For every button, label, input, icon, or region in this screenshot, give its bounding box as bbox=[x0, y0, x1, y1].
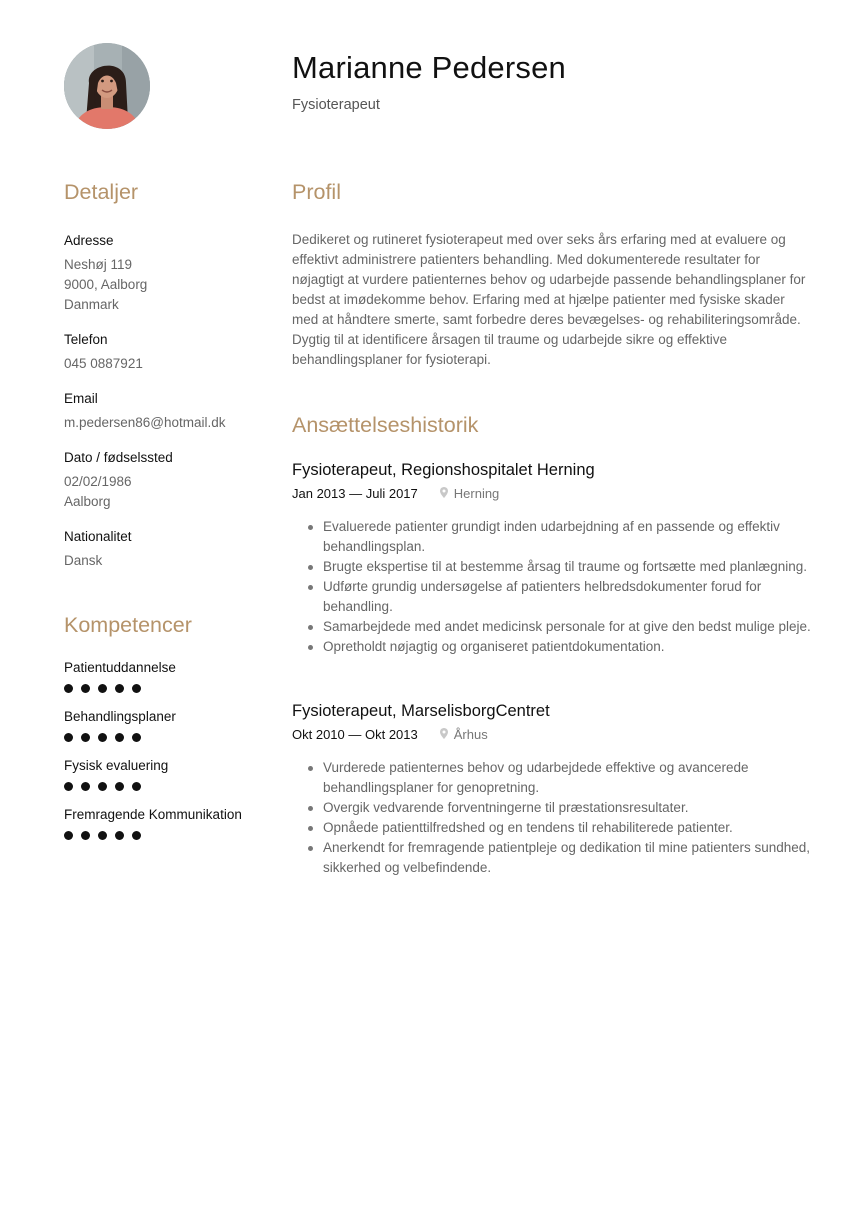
right-column bbox=[292, 180, 812, 878]
nationality-value: Dansk bbox=[64, 553, 103, 568]
job-title: Fysioterapeut, Regionshospitalet Herning bbox=[292, 461, 595, 479]
address-line-3: Danmark bbox=[64, 297, 119, 312]
address-block bbox=[64, 231, 264, 315]
address-line-2: 9000, Aalborg bbox=[64, 277, 148, 292]
skill-level bbox=[64, 733, 264, 742]
skill-name: Fremragende Kommunikation bbox=[64, 807, 242, 822]
skill-dot-filled bbox=[98, 782, 107, 791]
skill-dot-filled bbox=[81, 684, 90, 693]
job-entry bbox=[292, 700, 812, 878]
job-entry bbox=[292, 459, 812, 657]
skill-dot-filled bbox=[98, 831, 107, 840]
job-dates: Jan 2013 — Juli 2017 bbox=[292, 486, 418, 501]
job-location: Herning bbox=[453, 486, 500, 501]
skills-heading: Kompetencer bbox=[64, 613, 192, 637]
skill-dot-filled bbox=[132, 733, 141, 742]
list-item: Opretholdt nøjagtig og organiseret patientdokumentation. bbox=[323, 637, 812, 657]
avatar bbox=[64, 43, 150, 129]
phone-value: 045 0887921 bbox=[64, 356, 143, 371]
list-item: Evaluerede patienter grundigt inden udarbejdning af en passende og effektiv behandlingsplan. bbox=[323, 517, 812, 557]
skill-dot-filled bbox=[64, 782, 73, 791]
skill-dot-filled bbox=[115, 831, 124, 840]
skill-level bbox=[64, 831, 264, 840]
map-pin-icon bbox=[440, 726, 448, 744]
skill-dot-filled bbox=[81, 831, 90, 840]
list-item: Samarbejdede med andet medicinsk personale for at give den bedst mulige pleje. bbox=[323, 617, 812, 637]
job-meta bbox=[292, 485, 812, 503]
skill-dot-filled bbox=[81, 782, 90, 791]
phone-label: Telefon bbox=[64, 332, 108, 347]
candidate-name: Marianne Pedersen bbox=[292, 50, 566, 85]
skill-dot-filled bbox=[115, 782, 124, 791]
nationality-label: Nationalitet bbox=[64, 529, 132, 544]
skill-dot-filled bbox=[132, 782, 141, 791]
skill-dot-filled bbox=[115, 733, 124, 742]
skill-dot-filled bbox=[81, 733, 90, 742]
skill-item bbox=[64, 805, 264, 840]
skill-name: Patientuddannelse bbox=[64, 660, 176, 675]
address-line-1: Neshøj 119 bbox=[64, 257, 133, 272]
address-label: Adresse bbox=[64, 233, 114, 248]
left-column bbox=[64, 180, 264, 840]
phone-block bbox=[64, 330, 264, 374]
job-title: Fysioterapeut, MarselisborgCentret bbox=[292, 702, 550, 720]
job-dates: Okt 2010 — Okt 2013 bbox=[292, 727, 418, 742]
skill-item bbox=[64, 707, 264, 742]
list-item: Opnåede patienttilfredshed og en tendens til rehabiliterede patienter. bbox=[323, 818, 812, 838]
skill-name: Fysisk evaluering bbox=[64, 758, 169, 773]
skill-name: Behandlingsplaner bbox=[64, 709, 176, 724]
profile-text: Dedikeret og rutineret fysioterapeut med over seks års erfaring med at evaluere og effektivt administrere patienters behandling. Med dokumenterede resultater for nøjagtigt at vurdere patienternes behov og udarbejde passende behandlingsplaner for bedst at imødekomme behov. Erfaring med at hjælpe patienter med fysiske skader med at håndtere smerte, samt forbedre deres bevægelses- og rehabiliteringsområde. Dygtig til at identificere årsagen til traume og udarbejde sikre og effektive behandlingsplaner for fysioterapi. bbox=[292, 232, 806, 367]
skills-list bbox=[64, 658, 264, 840]
list-item: Overgik vedvarende forventningerne til præstationsresultater. bbox=[323, 798, 812, 818]
skill-dot-filled bbox=[64, 733, 73, 742]
job-location: Århus bbox=[453, 727, 488, 742]
email-value[interactable]: m.pedersen86@hotmail.dk bbox=[64, 415, 226, 430]
job-bullets bbox=[292, 758, 812, 878]
profile-heading: Profil bbox=[292, 180, 341, 204]
birth-date: 02/02/1986 bbox=[64, 474, 132, 489]
birth-place: Aalborg bbox=[64, 494, 111, 509]
list-item: Anerkendt for fremragende patientpleje og dedikation til mine patienters sundhed, sikkerhed og velbefindende. bbox=[323, 838, 812, 878]
skill-dot-filled bbox=[132, 831, 141, 840]
birth-block bbox=[64, 448, 264, 512]
profile-photo-icon bbox=[64, 43, 150, 129]
details-heading: Detaljer bbox=[64, 180, 139, 204]
job-bullets bbox=[292, 517, 812, 657]
candidate-title: Fysioterapeut bbox=[292, 97, 380, 113]
skill-item bbox=[64, 658, 264, 693]
skill-dot-filled bbox=[132, 684, 141, 693]
skill-dot-filled bbox=[98, 684, 107, 693]
employment-heading: Ansættelseshistorik bbox=[292, 413, 479, 437]
email-block bbox=[64, 389, 264, 433]
job-meta bbox=[292, 726, 812, 744]
skill-item bbox=[64, 756, 264, 791]
skill-dot-filled bbox=[98, 733, 107, 742]
nationality-block bbox=[64, 527, 264, 571]
list-item: Brugte ekspertise til at bestemme årsag til traume og fortsætte med planlægning. bbox=[323, 557, 812, 577]
map-pin-icon bbox=[440, 485, 448, 503]
skill-level bbox=[64, 684, 264, 693]
email-label: Email bbox=[64, 391, 98, 406]
list-item: Vurderede patienternes behov og udarbejdede effektive og avancerede behandlingsplaner for genopretning. bbox=[323, 758, 812, 798]
skill-dot-filled bbox=[115, 684, 124, 693]
skill-dot-filled bbox=[64, 831, 73, 840]
skill-level bbox=[64, 782, 264, 791]
birth-label: Dato / fødselssted bbox=[64, 450, 173, 465]
skill-dot-filled bbox=[64, 684, 73, 693]
list-item: Udførte grundig undersøgelse af patienters helbredsdokumenter forud for behandling. bbox=[323, 577, 812, 617]
